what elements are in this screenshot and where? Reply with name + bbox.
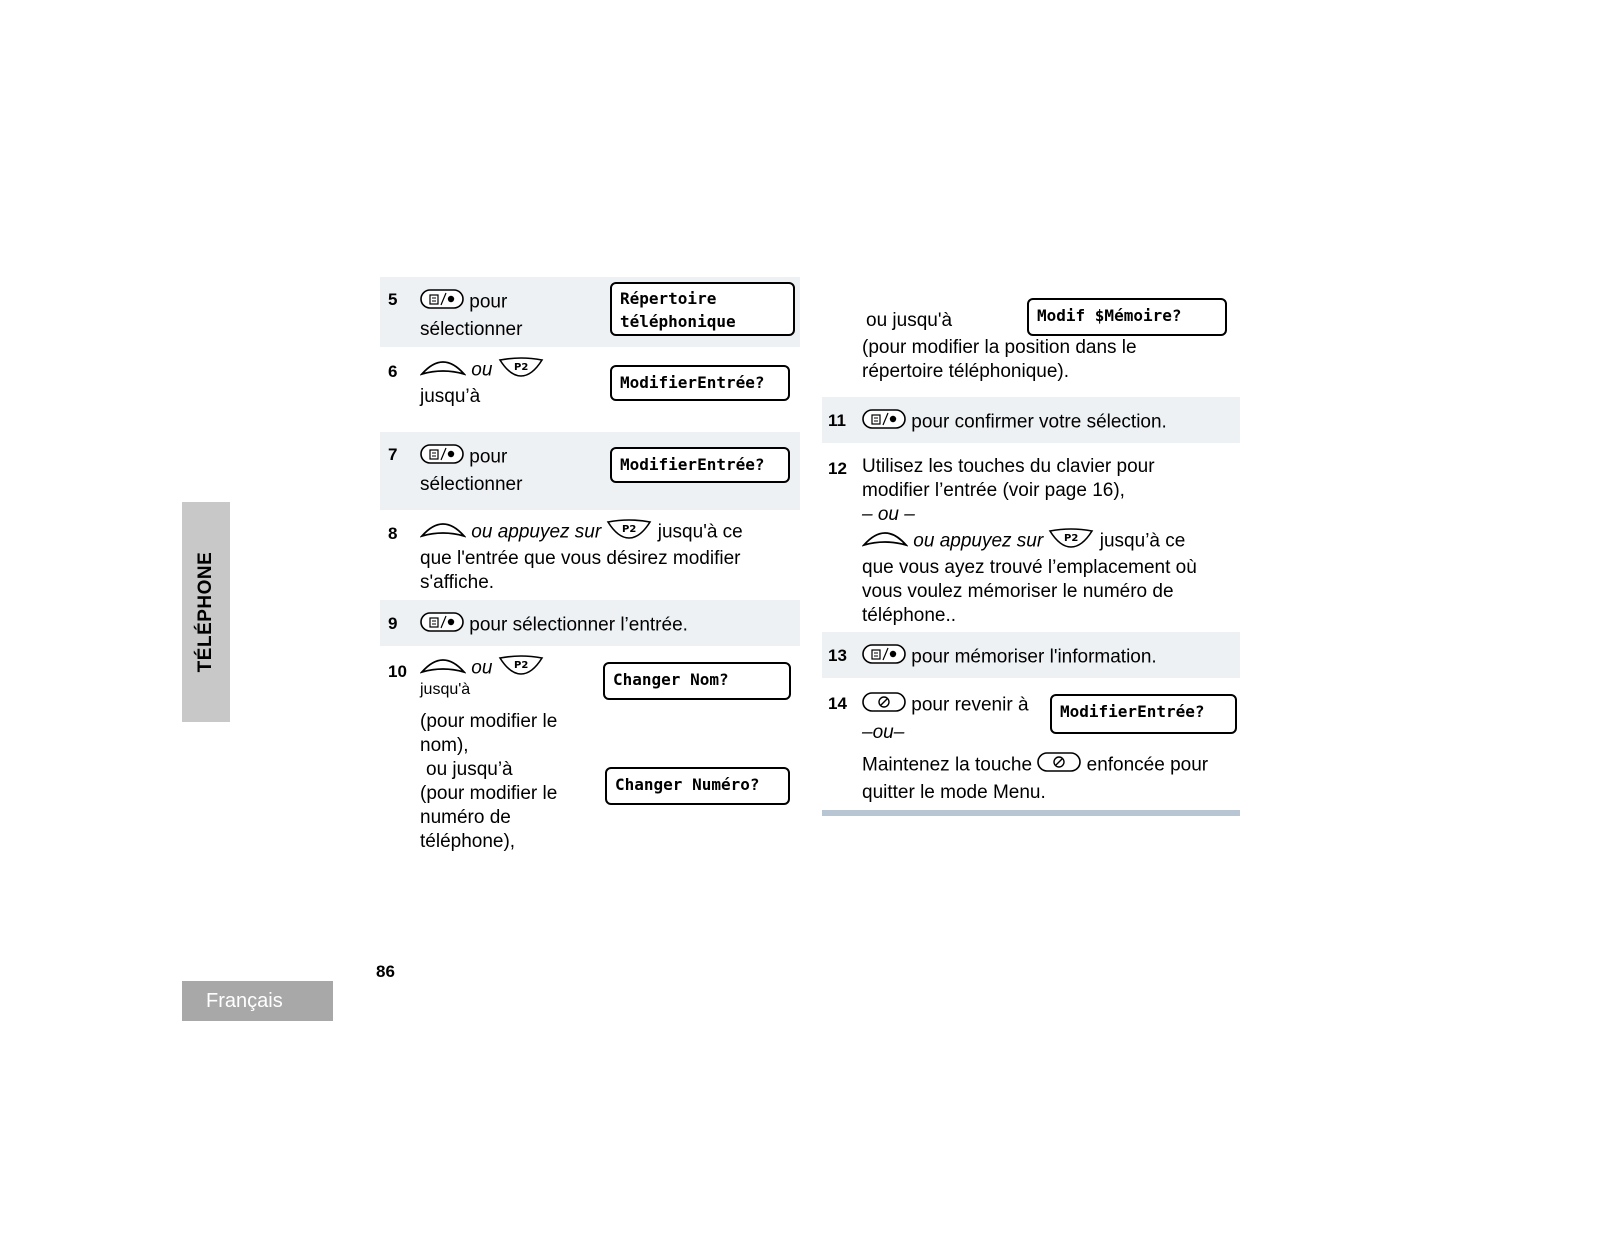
step-number: 11 bbox=[828, 411, 846, 430]
step-number: 10 bbox=[388, 662, 407, 681]
step-10-continued bbox=[822, 277, 1240, 397]
step-text-line: (pour modifier le bbox=[420, 783, 558, 804]
lcd-display: ModifierEntrée? bbox=[610, 365, 790, 401]
svg-text:P2: P2 bbox=[1064, 533, 1079, 544]
step-text: ou jusqu'à bbox=[866, 310, 953, 331]
lcd-display: ModifierEntrée? bbox=[610, 447, 790, 483]
lcd-display bbox=[610, 282, 795, 336]
lcd-line-2: téléphonique bbox=[620, 312, 736, 331]
step-text: jusqu’à bbox=[420, 386, 481, 407]
lcd-display: Changer Nom? bbox=[603, 662, 791, 700]
step-text-line: numéro de bbox=[420, 807, 511, 828]
step-12 bbox=[822, 445, 1240, 625]
p2-key-icon bbox=[498, 654, 544, 683]
step-6 bbox=[380, 350, 800, 428]
lcd-line-1: Répertoire bbox=[620, 289, 717, 308]
step-7 bbox=[380, 432, 800, 510]
scroll-up-icon bbox=[862, 527, 908, 556]
step-13 bbox=[822, 632, 1240, 678]
svg-text:P2: P2 bbox=[513, 660, 528, 671]
step-text: pour mémoriser l'information. bbox=[911, 646, 1157, 668]
step-text: pour revenir à bbox=[911, 694, 1029, 716]
step-8 bbox=[380, 512, 800, 598]
home-key-icon bbox=[862, 690, 906, 721]
svg-text:P2: P2 bbox=[622, 524, 637, 535]
lcd-display: Modif $Mémoire? bbox=[1027, 298, 1227, 336]
step-text-line: Maintenez la touche bbox=[862, 754, 1033, 776]
lcd-display: ModifierEntrée? bbox=[1050, 694, 1237, 734]
step-number: 14 bbox=[828, 694, 847, 713]
step-11 bbox=[822, 397, 1240, 443]
section-end-rule bbox=[822, 810, 1240, 816]
step-text-line: répertoire téléphonique). bbox=[862, 361, 1070, 382]
section-tab-label: TÉLÉPHONE bbox=[195, 551, 216, 673]
lcd-display: Changer Numéro? bbox=[605, 767, 790, 805]
p2-key-icon bbox=[498, 356, 544, 385]
step-text-line: modifier l’entrée (voir page 16), bbox=[862, 480, 1125, 501]
step-text: pour sélectionner l’entrée. bbox=[469, 614, 688, 636]
step-text-line: téléphone.. bbox=[862, 605, 957, 626]
step-number: 13 bbox=[828, 646, 847, 665]
step-text-2: que l'entrée que vous désirez modifier bbox=[420, 548, 741, 569]
home-key-icon bbox=[1037, 750, 1081, 781]
step-text-line: Utilisez les touches du clavier pour bbox=[862, 456, 1155, 477]
step-number: 9 bbox=[388, 614, 398, 633]
step-text-line: enfoncée pour bbox=[1086, 754, 1209, 776]
step-5 bbox=[380, 277, 800, 347]
page-number: 86 bbox=[376, 962, 395, 981]
step-text-line: jusqu’à ce bbox=[1099, 530, 1186, 552]
step-9 bbox=[380, 600, 800, 646]
step-text: jusqu'à bbox=[420, 681, 471, 698]
step-10 bbox=[380, 650, 800, 860]
step-text-line: ou jusqu’à bbox=[426, 759, 513, 780]
p2-key-icon bbox=[606, 518, 652, 547]
step-text-2: sélectionner bbox=[420, 319, 523, 340]
or-text-2: ou appuyez sur bbox=[913, 530, 1044, 552]
step-number: 7 bbox=[388, 445, 398, 464]
p2-key-icon bbox=[1048, 527, 1094, 556]
step-14 bbox=[822, 680, 1240, 810]
step-number: 6 bbox=[388, 362, 398, 381]
or-text: ou bbox=[471, 657, 493, 679]
step-text-line: téléphone), bbox=[420, 831, 516, 852]
menu-select-icon bbox=[862, 642, 906, 673]
step-text-3: s'affiche. bbox=[420, 572, 495, 593]
step-text-2: sélectionner bbox=[420, 474, 523, 495]
menu-select-icon bbox=[420, 287, 464, 318]
step-text: jusqu'à ce bbox=[657, 521, 743, 543]
section-tab bbox=[182, 502, 230, 722]
or-text: ou bbox=[471, 359, 493, 381]
step-text-line: (pour modifier la position dans le bbox=[862, 337, 1137, 358]
step-text-line: nom), bbox=[420, 735, 469, 756]
menu-select-icon bbox=[420, 610, 464, 641]
scroll-up-icon bbox=[420, 356, 466, 385]
step-text: pour bbox=[469, 446, 508, 468]
step-text-line: quitter le mode Menu. bbox=[862, 782, 1046, 803]
step-text: pour confirmer votre sélection. bbox=[911, 411, 1167, 433]
step-number: 12 bbox=[828, 459, 847, 478]
step-number: 8 bbox=[388, 524, 398, 543]
or-text: –ou– bbox=[862, 722, 905, 743]
menu-select-icon bbox=[862, 407, 906, 438]
or-text: ou appuyez sur bbox=[471, 521, 602, 543]
step-text-line: (pour modifier le bbox=[420, 711, 558, 732]
step-text-line: que vous ayez trouvé l’emplacement où bbox=[862, 557, 1197, 578]
language-tab: Français bbox=[182, 981, 333, 1021]
menu-select-icon bbox=[420, 442, 464, 473]
scroll-up-icon bbox=[420, 518, 466, 547]
svg-text:P2: P2 bbox=[513, 362, 528, 373]
or-text: – ou – bbox=[862, 504, 915, 525]
step-text: pour bbox=[469, 291, 508, 313]
step-text-line: vous voulez mémoriser le numéro de bbox=[862, 581, 1174, 602]
step-number: 5 bbox=[388, 290, 398, 309]
